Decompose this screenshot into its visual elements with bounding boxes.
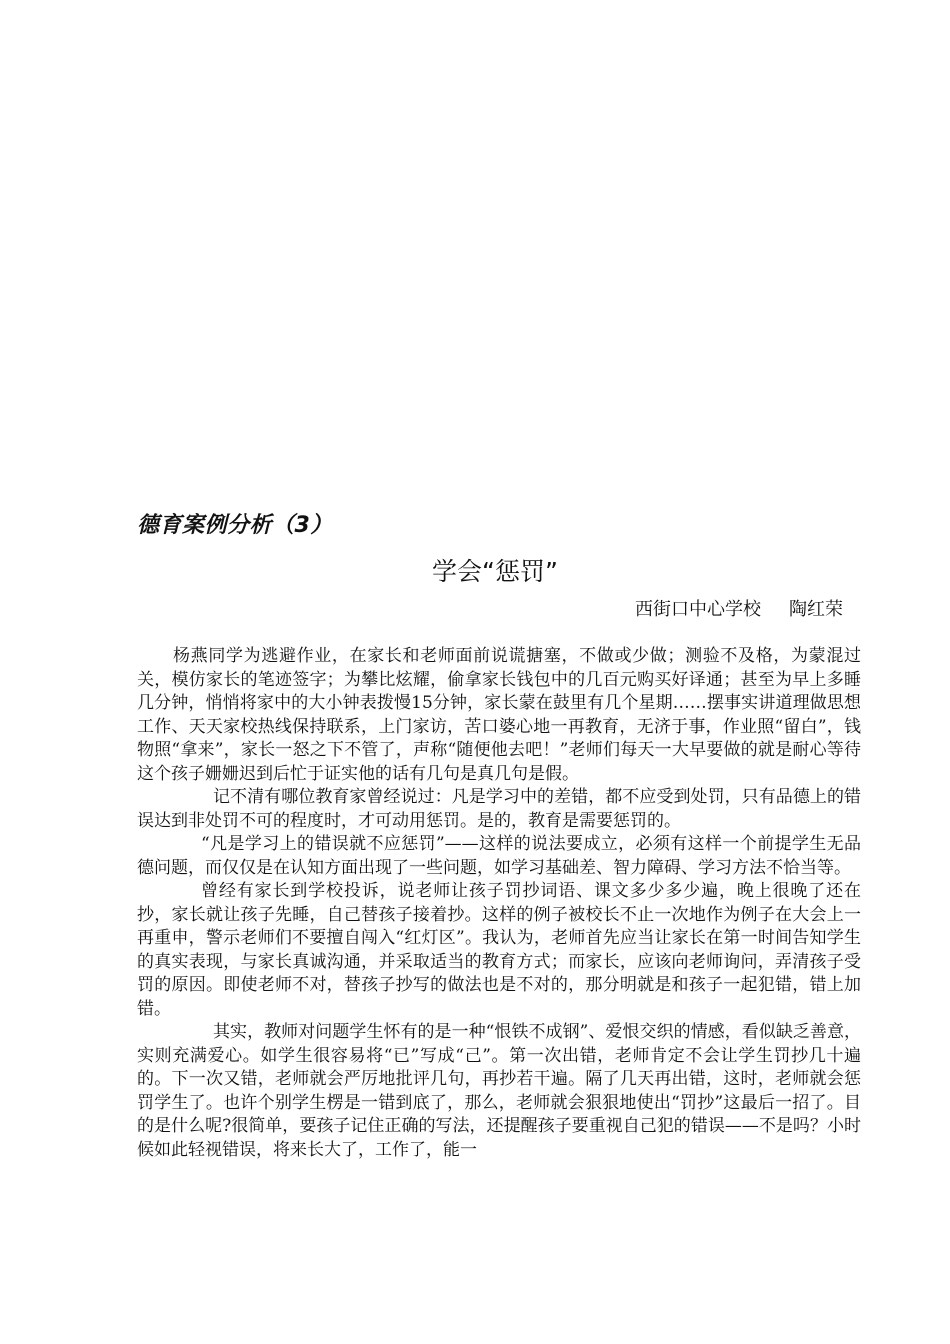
paragraph: “凡是学习上的错误就不应惩罚”——这样的说法要成立，必须有这样一个前提学生无品德问题，而仅仅是在认知方面出现了一些问题，如学习基础差、智力障碍、学习方法不恰当等。 [137,834,861,878]
paragraph: 记不清有哪位教育家曾经说过：凡是学习中的差错，都不应受到处罚，只有品德上的错误达到非处罚不可的程度时，才可动用惩罚。是的，教育是需要惩罚的。 [137,787,861,831]
school-name: 西街口中心学校 [635,599,761,620]
series-title: 德育案例分析（3） [137,513,333,538]
author-name: 陶红荣 [789,599,843,620]
paragraph: 其实，教师对问题学生怀有的是一种“恨铁不成钢”、爱恨交织的情感，看似缺乏善意，实则充满爱心。如学生很容易将“已”写成“己”。第一次出错，老师肯定不会让学生罚抄几十遍的。下一次又错，老师就会严厉地批评几句，再抄若干遍。隔了几天再出错，这时，老师就会惩罚学生了。也许个别学生楞是一错到底了，那么，老师就会狠狠地使出“罚抄”这最后一招了。目的是什么呢?很简单，要孩子记住正确的写法，还提醒孩子要重视自己犯的错误——不是吗？小时候如此轻视错误，将来长大了，工作了，能一 [137,1022,861,1160]
paragraph: 曾经有家长到学校投诉，说老师让孩子罚抄词语、课文多少多少遍，晚上很晚了还在抄，家长就让孩子先睡，自己替孩子接着抄。这样的例子被校长不止一次地作为例子在大会上一再重申，警示老师们不要擅自闯入“红灯区”。我认为，老师首先应当让家长在第一时间告知学生的真实表现，与家长真诚沟通，并采取适当的教育方式；而家长，应该向老师询问，弄清孩子受罚的原因。即使老师不对，替孩子抄写的做法也是不对的，那分明就是和孩子一起犯错，错上加错。 [137,881,861,1019]
paragraph: 杨燕同学为逃避作业，在家长和老师面前说谎搪塞，不做或少做；测验不及格，为蒙混过关，模仿家长的笔迹签字；为攀比炫耀，偷拿家长钱包中的几百元购买好译通；甚至为早上多睡几分钟，悄悄将家中的大小钟表拨慢15分钟，家长蒙在鼓里有几个星期……摆事实讲道理做思想工作、天天家校热线保持联系，上门家访，苦口婆心地一再教育，无济于事，作业照“留白”，钱物照“拿来”，家长一怒之下不管了，声称“随便他去吧！”老师们每天一大早要做的就是耐心等待这个孩子姗姗迟到后忙于证实他的话有几句是真几句是假。 [137,646,861,784]
article-title: 学会“惩罚” [432,557,558,586]
article-body [137,645,861,1162]
byline [635,595,843,621]
